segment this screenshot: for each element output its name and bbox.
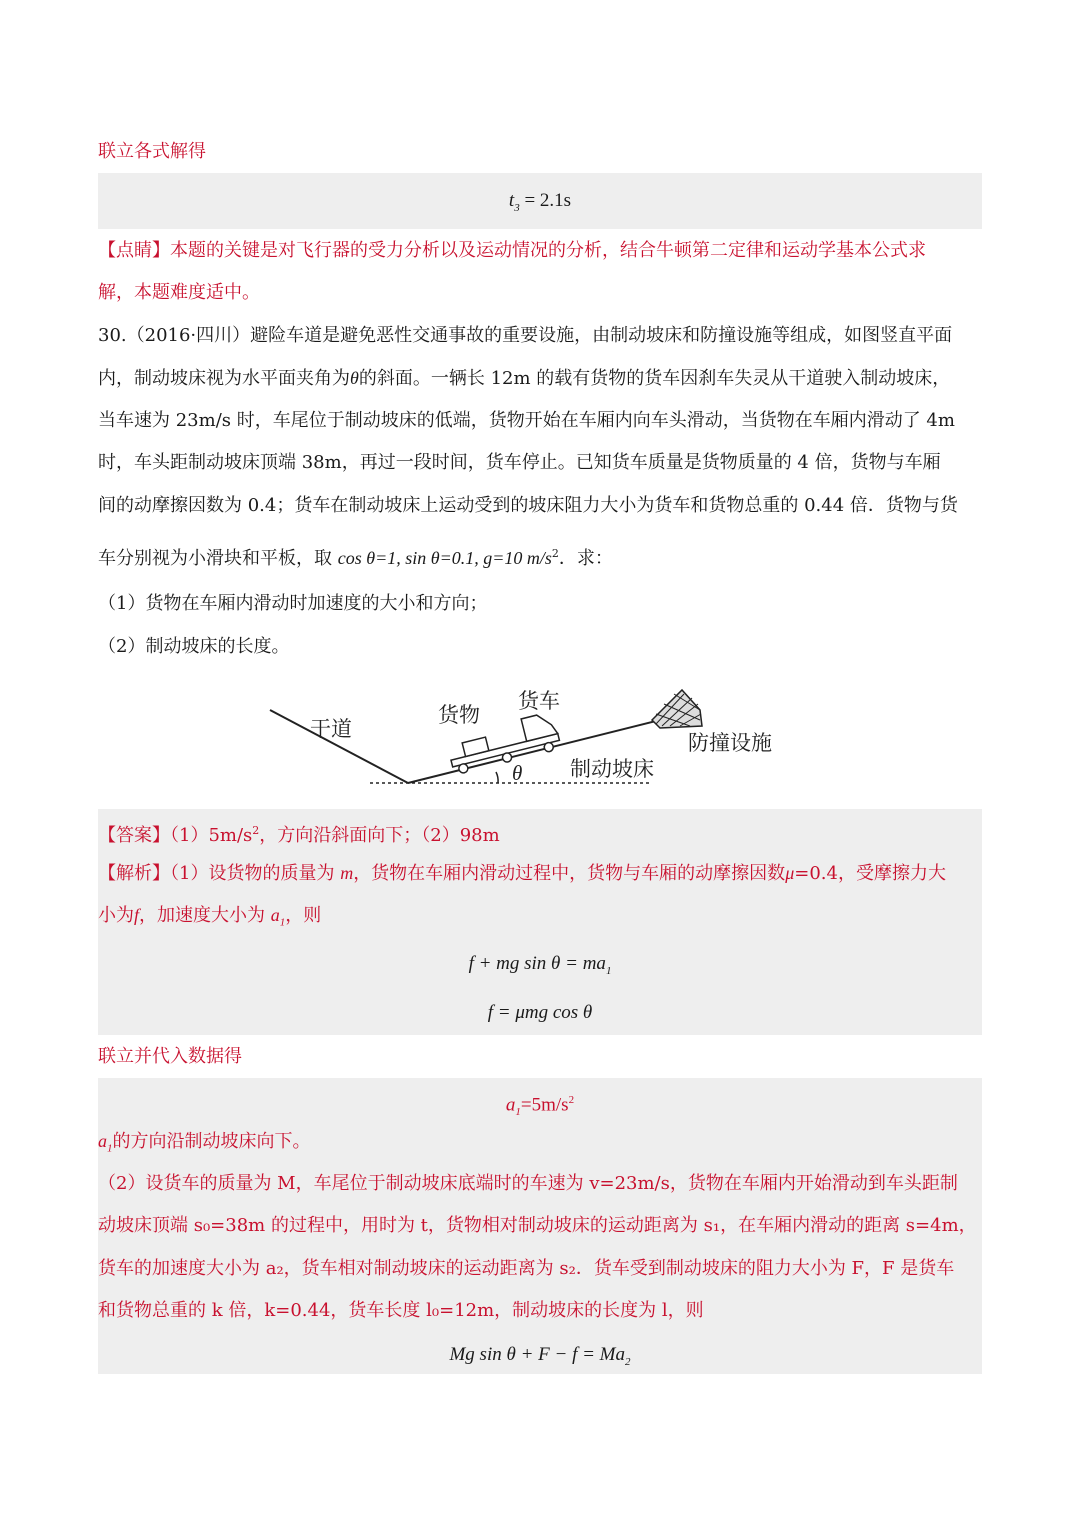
problem-line-5: 间的动摩擦因数为 0.4；货车在制动坡床上运动受到的坡床阻力大小为货车和货物总重的 0.44 倍．货物与货 [98, 495, 958, 516]
answer-part-a: （1）5m/s [170, 825, 253, 846]
answer-sup: 2 [252, 824, 260, 837]
result-a1-var: a [505, 1094, 516, 1116]
formula-t3-rhs: = 2.1s [519, 190, 572, 211]
label-main-road: 干道 [310, 717, 352, 741]
problem-line-1: 30.（2016·四川）避险车道是避免恶性交通事故的重要设施，由制动坡床和防撞设施等组成，如图竖直平面 [98, 325, 953, 346]
label-angle-theta: θ [512, 761, 523, 785]
analysis-line-1 [98, 852, 982, 895]
analysis-line-2a: 小为 [98, 905, 134, 926]
equation-1-sub: 1 [605, 964, 612, 977]
analysis-line-2 [98, 894, 982, 944]
question-1: （1）货物在车厢内滑动时加速度的大小和方向； [98, 593, 488, 614]
comment-text-2: 解，本题难度适中。 [98, 282, 260, 303]
answer-line [98, 810, 982, 857]
formula-t3-lhs: t [508, 190, 515, 211]
solve-all-text: 联立各式解得 [98, 141, 206, 162]
problem-theta: θ [350, 368, 359, 388]
problem-line-6a: 车分别视为小滑块和平板，取 [98, 548, 338, 569]
formula-t3-sub: 3 [514, 201, 520, 214]
label-barrier: 防撞设施 [688, 731, 772, 755]
equation-2: f = μmg cos θ [487, 1002, 593, 1023]
problem-line-3: 当车速为 23m/s 时，车尾位于制动坡床的低端，货物开始在车厢内向车头滑动，当货物在车厢内滑动了 4m [98, 410, 955, 431]
analysis-a1: a [270, 905, 280, 925]
direction-a1-sub: 1 [107, 1142, 113, 1155]
equation-3-sub: 2 [625, 1355, 631, 1368]
direction-text: 的方向沿制动坡床向下。 [112, 1131, 311, 1152]
analysis-line-1b: ，货物在车厢内滑动过程中，货物与车厢的动摩擦因数 [353, 863, 786, 884]
label-truck: 货车 [518, 689, 560, 713]
analysis-f: f [134, 905, 140, 925]
question-2: （2）制动坡床的长度。 [98, 636, 290, 657]
analysis-a1-sub: 1 [279, 916, 286, 929]
result-a1-value: =5m/s [520, 1094, 569, 1116]
analysis-line-1c: =0.4，受摩擦力大 [794, 863, 946, 884]
label-brake-bed: 制动坡床 [570, 757, 654, 781]
answer-tag: 【答案】 [98, 825, 170, 846]
answer-part-b: ，方向沿斜面向下；（2）98m [259, 825, 500, 846]
problem-sup: 2 [551, 547, 559, 560]
analysis-tag: 【解析】 [98, 863, 170, 884]
comment-tag: 【点睛】 [98, 240, 170, 261]
comment-text-1: 本题的关键是对飞行器的受力分析以及运动情况的分析，结合牛顿第二定律和运动学基本公式求 [170, 240, 926, 261]
part2-line-1: （2）设货车的质量为 M，车尾位于制动坡床底端时的车速为 v=23m/s，货物在车厢内开始滑动到车头距制 [98, 1173, 958, 1194]
equation-3 [98, 1330, 982, 1387]
problem-given-values: cos θ=1, sin θ=0.1, g=10 m/s [337, 548, 552, 568]
analysis-line-2b: ，加速度大小为 [139, 905, 271, 926]
combine-text: 联立并代入数据得 [98, 1046, 242, 1067]
problem-line-2 [98, 357, 982, 400]
equation-3-text: Mg sin θ + F − f = Ma [449, 1344, 625, 1365]
problem-line-2a: 内，制动坡床视为水平面夹角为 [98, 368, 350, 389]
analysis-line-1a: （1）设货物的质量为 [170, 863, 341, 884]
part2-line-2: 动坡床顶端 s₀=38m 的过程中，用时为 t，货物相对制动坡床的运动距离为 s₁，在车厢内滑动的距离 s=4m， [98, 1215, 977, 1236]
problem-line-4: 时，车头距制动坡床顶端 38m，再过一段时间，货车停止。已知货车质量是货物质量的 4 倍，货物与车厢 [98, 452, 941, 473]
part2-line-3: 货车的加速度大小为 a₂，货车相对制动坡床的运动距离为 s₂．货车受到制动坡床的阻力大小为 F，F 是货车 [98, 1258, 955, 1279]
problem-line-6 [98, 533, 982, 580]
label-cargo: 货物 [438, 703, 480, 727]
problem-line-6c: ．求： [558, 548, 613, 569]
ramp-figure [98, 680, 982, 800]
analysis-line-2c: ，则 [285, 905, 322, 926]
analysis-m: m [340, 863, 354, 883]
equation-1-text: f + mg sin θ = ma [468, 953, 606, 974]
result-a1-sup: 2 [568, 1094, 575, 1106]
problem-line-2c: 的斜面。一辆长 12m 的载有货物的货车因刹车失灵从干道驶入制动坡床， [358, 368, 951, 389]
result-a1-sub: 1 [515, 1106, 521, 1119]
direction-a1: a [98, 1131, 107, 1151]
analysis-mu: μ [785, 863, 795, 883]
part2-line-4: 和货物总重的 k 倍，k=0.44，货车长度 l₀=12m，制动坡床的长度为 l，则 [98, 1300, 704, 1321]
angle-arc [496, 772, 498, 783]
formula-box-t3 [98, 173, 982, 229]
comment-line-1 [98, 230, 982, 272]
